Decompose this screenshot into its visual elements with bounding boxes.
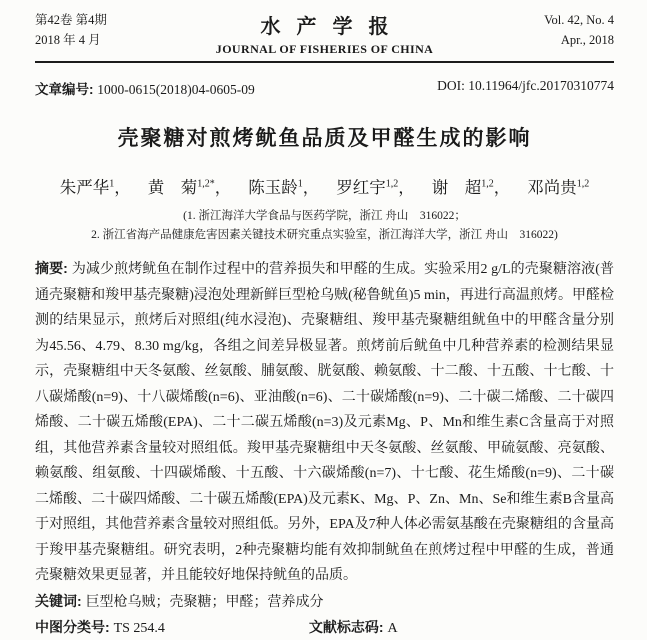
authors-line [35,174,614,198]
clc-value: TS 254.4 [113,620,165,636]
abstract-label: 摘要: [35,260,72,276]
author-separator: ， [493,178,511,197]
author [432,178,494,197]
author-separator: ， [114,178,131,197]
classification-line [35,616,614,640]
journal-date-cn: 2018 年 4 月 [35,33,101,47]
author-superscript: 1,2 [385,178,399,190]
affiliation-line-1: (1. 浙江海洋大学食品与医药学院，浙江 舟山 316022； [183,210,466,222]
document-code-value: A [387,620,398,636]
journal-volume-en: Vol. 42, No. 4 [544,13,614,27]
doi: DOI: 10.11964/jfc.20170310774 [437,78,614,93]
author-separator: ， [302,178,320,197]
author-name: 邓尚贵 [527,178,577,197]
abstract-text: 为减少煎烤鱿鱼在制作过程中的营养损失和甲醛的生成。实验采用2 g/L的壳聚糖溶液(普通壳聚糖和羧甲基壳聚糖)浸泡处理新鲜巨型枪乌贼(秘鲁鱿鱼)5 min，再进行高温煎烤。甲醛检测的结果显示，煎烤后对照组(纯水浸泡)、壳聚糖组、羧甲基壳聚糖组鱿鱼中的甲醛含量分别为45.56、4.79、8.30 mg/kg，各组之间差异极显著。煎烤前后鱿鱼中几种营养素的检测结果显示，壳聚糖组中天冬氨酸、丝氨酸、脯氨酸、胱氨酸、赖氨酸、十二酸、十五酸、十七酸、十八碳烯酸(n=9)、十八碳烯酸(n=6)、亚油酸(n=6)、二十碳烯酸(n=9)、二十碳二烯酸、二十碳四烯酸、二十碳五烯酸(EPA)、二十二碳五烯酸(n=3)及元素Mg、P、Mn和维生素C含量高于对照组，其他营养素含量较对照组低。羧甲基壳聚糖组中天冬氨酸、丝氨酸、甲硫氨酸、亮氨酸、赖氨酸、组氨酸、十四碳烯酸、十五酸、十六碳烯酸(n=7)、十七酸、花生烯酸(n=9)、二十碳二烯酸、二十碳四烯酸、二十碳五烯酸(EPA)及元素K、Mg、P、Zn、Mn、Se和维生素B含量高于对照组，其他营养素含量较对照组低。另外，EPA及7种人体必需氨基酸在壳聚糖组的含量高于羧甲基壳聚糖组。研究表明，2种壳聚糖均能有效抑制鱿鱼在煎烤过程中甲醛的生成，普通壳聚糖效果更显著，并且能较好地保持鱿鱼的品质。 [35,262,614,583]
author-superscript: 1 [109,178,115,190]
affiliations [35,207,614,244]
keywords-label: 关键词: [35,592,86,609]
document-code-label: 文献标志码: [308,618,388,635]
author-name: 朱严华 [59,178,110,197]
article-number-value: 1000-0615(2018)04-0605-09 [97,82,255,97]
author [527,178,589,197]
document-code [309,616,398,640]
article-meta-row [35,78,614,98]
header-divider [35,61,614,63]
affiliation-line-2: 2. 浙江省海产品健康危害因素关键技术研究重点实验室，浙江海洋大学，浙江 舟山 316022) [91,228,558,241]
keywords-line [35,590,614,614]
clc-label: 中图分类号: [35,618,114,635]
author-separator: ， [398,178,415,197]
author-name: 黄 菊 [147,178,198,197]
author-name: 陈玉龄 [248,178,298,197]
journal-date-en: Apr., 2018 [560,33,614,47]
clc [35,618,165,636]
author [248,178,303,197]
author-name: 谢 超 [431,178,482,197]
journal-title-cn: 水产学报 [260,16,405,38]
header-right-block [489,10,614,50]
author [336,178,398,197]
author [60,178,115,197]
journal-header [35,10,614,57]
author-superscript: 1,2 [481,178,494,190]
keywords-text: 巨型枪乌贼；壳聚糖；甲醛；营养成分 [85,594,324,610]
article-number [35,78,255,98]
paper-title: 壳聚糖对煎烤鱿鱼品质及甲醛生成的影响 [117,127,532,150]
author-name: 罗红宇 [336,178,386,197]
author-superscript: 1,2 [576,178,590,190]
author [148,178,215,197]
header-center-block [160,10,489,57]
author-superscript: 1 [297,178,303,190]
author-superscript: 1,2* [197,178,215,190]
article-number-label: 文章编号: [35,82,98,97]
author-separator: ， [214,178,232,197]
journal-volume-issue-cn: 第42卷 第4期 [35,13,107,27]
header-left-block [35,10,160,50]
journal-title-en: JOURNAL OF FISHERIES OF CHINA [215,42,434,56]
abstract [35,256,614,589]
